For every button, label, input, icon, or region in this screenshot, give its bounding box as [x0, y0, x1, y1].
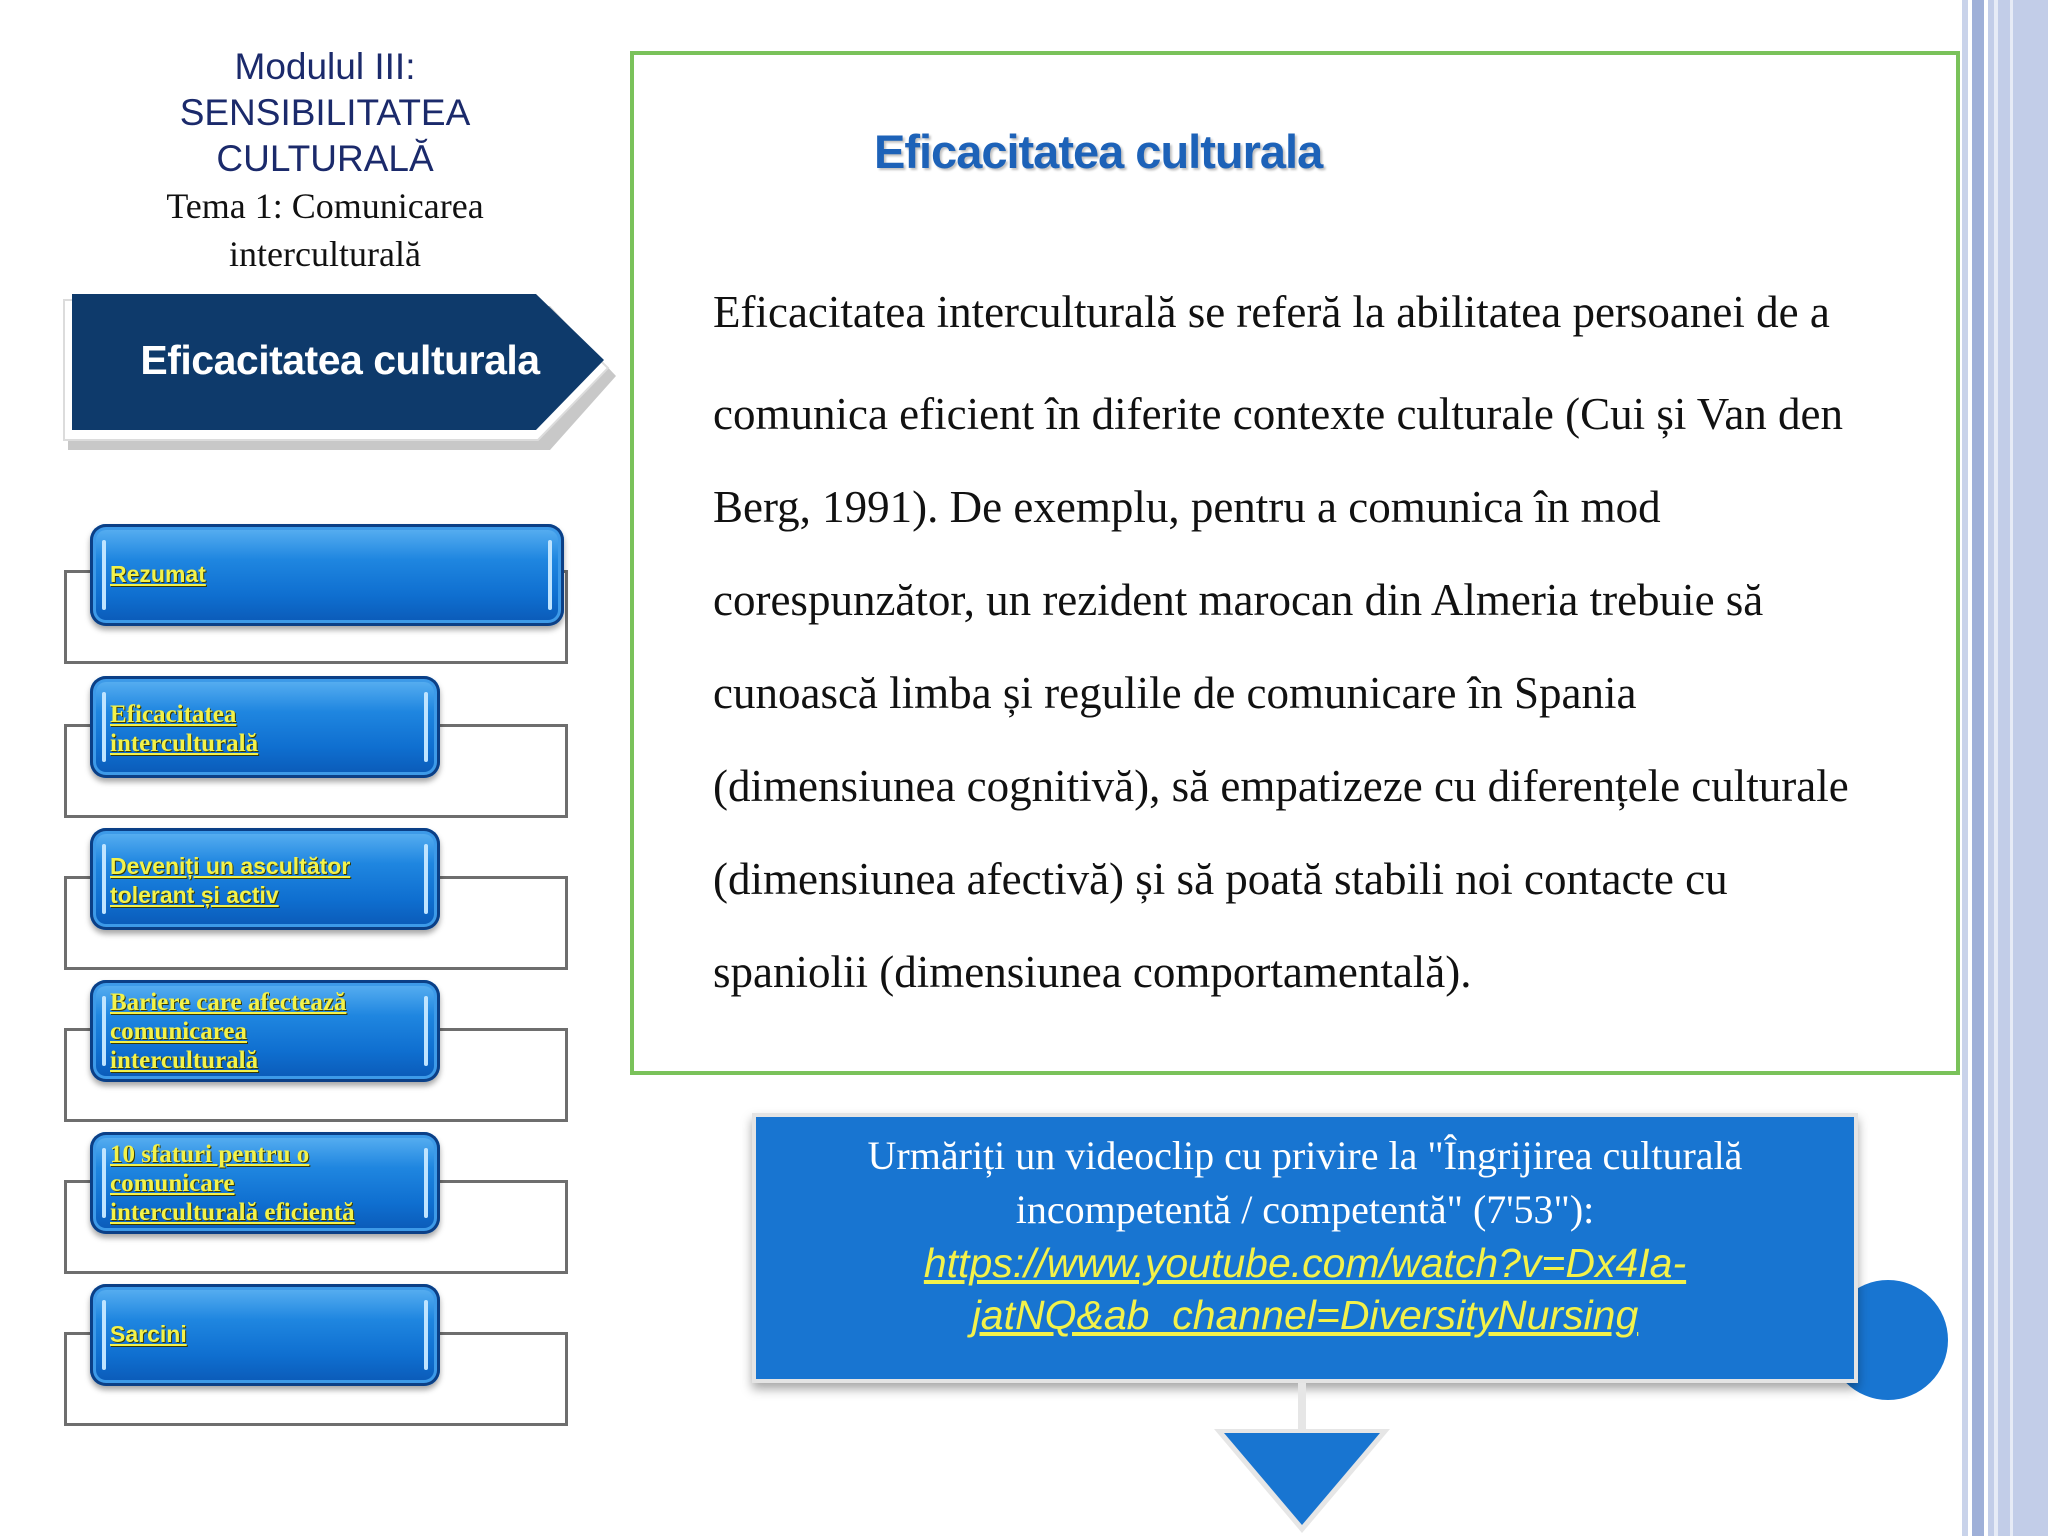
content-title: Eficacitatea culturala: [874, 125, 1323, 178]
sarcini-button[interactable]: [90, 1284, 440, 1386]
nav-label: Bariere care afectează comunicarea interculturală: [110, 989, 347, 1074]
nav-label: Eficacitatea interculturală: [110, 701, 259, 757]
body-text-line: Berg, 1991). De exemplu, pentru a comunica în mod: [713, 482, 1661, 532]
body-text-line: (dimensiunea cognitivă), să empatizeze cu diferențele culturale: [713, 761, 1849, 811]
body-text-line: corespunzător, un rezident marocan din Almeria trebuie să: [713, 575, 1764, 625]
down-arrow-icon: [1210, 1425, 1394, 1536]
video-description: Urmăriți un videoclip cu privire la "Îngrijirea culturală incompetentă / competentă" (7'53"):: [867, 1133, 1743, 1232]
body-text-line: cunoască limba și regulile de comunicare în Spania: [713, 668, 1637, 718]
decor-stripe: [1994, 0, 1998, 1536]
content-panel: [630, 51, 1960, 1075]
module-subtitle: CULTURALĂ: [216, 138, 434, 179]
rezumat-button[interactable]: [90, 524, 564, 626]
nav-label: Deveniți un ascultător tolerant și activ: [110, 853, 351, 908]
decor-stripe: [1962, 0, 1968, 1536]
module-header: [120, 44, 530, 278]
nav-label: Sarcini: [110, 1321, 187, 1347]
video-callout: [752, 1113, 1858, 1383]
body-text-line: comunica eficient în diferite contexte culturale (Cui și Van den: [713, 389, 1844, 439]
nav-label: 10 sfaturi pentru o comunicare interculturală eficientă: [110, 1141, 355, 1226]
sfaturi-button[interactable]: [90, 1132, 440, 1234]
nav-label: Rezumat: [110, 561, 206, 587]
current-section-banner: [60, 290, 620, 460]
decor-stripe: [1972, 0, 1984, 1536]
decor-stripe: [2010, 0, 2013, 1536]
module-title: Modulul III:: [234, 46, 416, 87]
body-text-line: spaniolii (dimensiunea comportamentală).: [713, 947, 1472, 997]
topic-title: Tema 1: Comunicarea: [166, 186, 484, 226]
module-subtitle: SENSIBILITATEA: [179, 92, 471, 133]
eficacitatea-button[interactable]: [90, 676, 440, 778]
ascultator-button[interactable]: [90, 828, 440, 930]
body-text-line: Eficacitatea interculturală se referă la abilitatea persoanei de a: [713, 287, 1830, 337]
body-text-line: (dimensiunea afectivă) și să poată stabili noi contacte cu: [713, 854, 1728, 904]
video-link[interactable]: https://www.youtube.com/watch?v=Dx4Ia- jatNQ&ab_channel=DiversityNursing: [923, 1240, 1687, 1338]
current-section-label: Eficacitatea culturala: [140, 337, 540, 383]
bariere-button[interactable]: [90, 980, 440, 1082]
topic-title: interculturală: [229, 234, 421, 274]
